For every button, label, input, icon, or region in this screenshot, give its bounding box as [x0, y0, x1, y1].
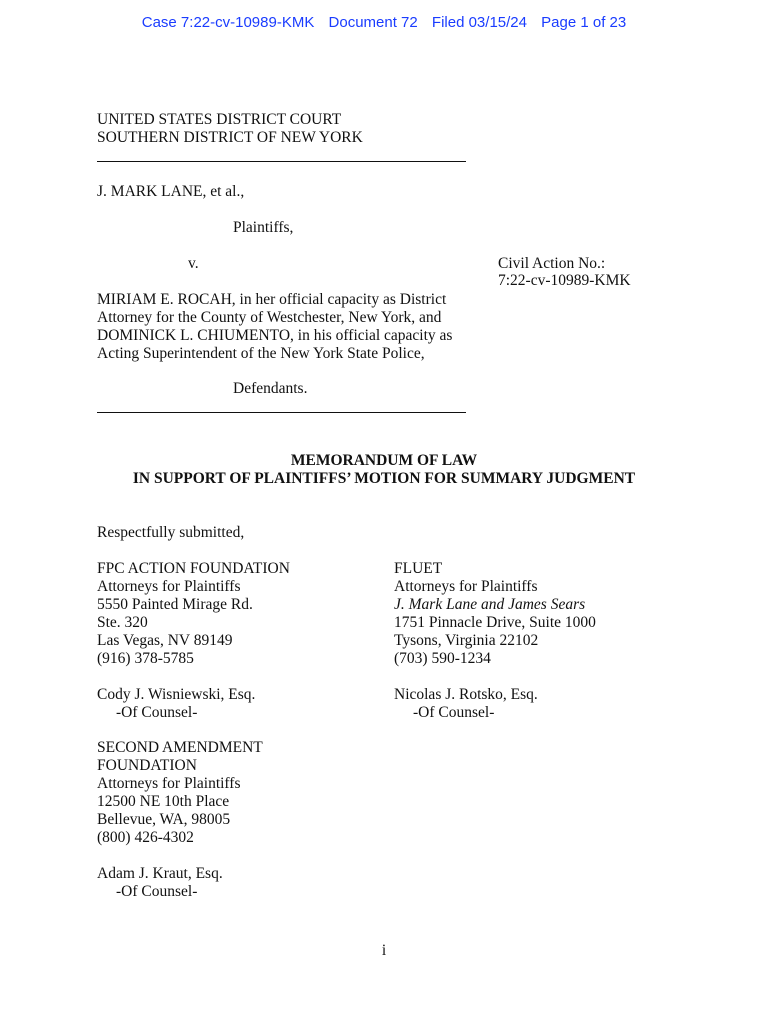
- document-title-line1: MEMORANDUM OF LAW: [290, 452, 478, 469]
- fluet-clients: J. Mark Lane and James Sears: [394, 596, 586, 613]
- document-number: Document 72: [328, 14, 418, 31]
- saf-address1: 12500 NE 10th Place: [97, 793, 230, 810]
- page-number: i: [381, 942, 387, 959]
- court-name-line1: UNITED STATES DISTRICT COURT: [97, 111, 342, 128]
- saf-role: Attorneys for Plaintiffs: [97, 775, 241, 792]
- ecf-header: [0, 14, 768, 31]
- plaintiff-name: J. MARK LANE, et al.,: [97, 183, 245, 200]
- saf-firm-name-line1: SECOND AMENDMENT: [97, 739, 263, 756]
- defendants-line: MIRIAM E. ROCAH, in her official capacity as District: [97, 291, 447, 308]
- page-indicator: Page 1 of 23: [541, 14, 627, 31]
- saf-firm-name-line2: FOUNDATION: [97, 757, 197, 774]
- saf-attorney: Adam J. Kraut, Esq.: [97, 865, 223, 882]
- caption-rule-top: [97, 161, 466, 162]
- fluet-firm-name: FLUET: [394, 560, 443, 577]
- document-title-line2: IN SUPPORT OF PLAINTIFFS’ MOTION FOR SUMMARY JUDGMENT: [132, 470, 636, 487]
- fpc-city: Las Vegas, NV 89149: [97, 632, 233, 649]
- fluet-of-counsel: -Of Counsel-: [413, 704, 495, 721]
- fluet-role: Attorneys for Plaintiffs: [394, 578, 538, 595]
- saf-phone: (800) 426-4302: [97, 829, 194, 846]
- respectfully-submitted: Respectfully submitted,: [97, 524, 245, 541]
- fluet-city: Tysons, Virginia 22102: [394, 632, 539, 649]
- defendants-line: Acting Superintendent of the New York State Police,: [97, 345, 425, 362]
- case-number: Case 7:22-cv-10989-KMK: [141, 14, 315, 31]
- fpc-address2: Ste. 320: [97, 614, 148, 631]
- defendants-label: Defendants.: [233, 380, 308, 397]
- fpc-phone: (916) 378-5785: [97, 650, 194, 667]
- defendants-line: DOMINICK L. CHIUMENTO, in his official capacity as: [97, 327, 453, 344]
- fpc-address1: 5550 Painted Mirage Rd.: [97, 596, 253, 613]
- fpc-attorney: Cody J. Wisniewski, Esq.: [97, 686, 256, 703]
- court-name-line2: SOUTHERN DISTRICT OF NEW YORK: [97, 129, 363, 146]
- civil-action-number: 7:22-cv-10989-KMK: [498, 272, 631, 289]
- versus: v.: [188, 255, 199, 272]
- fpc-of-counsel: -Of Counsel-: [116, 704, 198, 721]
- fpc-firm-name: FPC ACTION FOUNDATION: [97, 560, 290, 577]
- fluet-attorney: Nicolas J. Rotsko, Esq.: [394, 686, 538, 703]
- saf-city: Bellevue, WA, 98005: [97, 811, 231, 828]
- fpc-role: Attorneys for Plaintiffs: [97, 578, 241, 595]
- plaintiffs-label: Plaintiffs,: [233, 219, 294, 236]
- defendants-line: Attorney for the County of Westchester, New York, and: [97, 309, 442, 326]
- civil-action-label: Civil Action No.:: [498, 255, 606, 272]
- fluet-phone: (703) 590-1234: [394, 650, 491, 667]
- caption-rule-bottom: [97, 412, 466, 413]
- saf-of-counsel: -Of Counsel-: [116, 883, 198, 900]
- fluet-address1: 1751 Pinnacle Drive, Suite 1000: [394, 614, 596, 631]
- filed-date: Filed 03/15/24: [431, 14, 527, 31]
